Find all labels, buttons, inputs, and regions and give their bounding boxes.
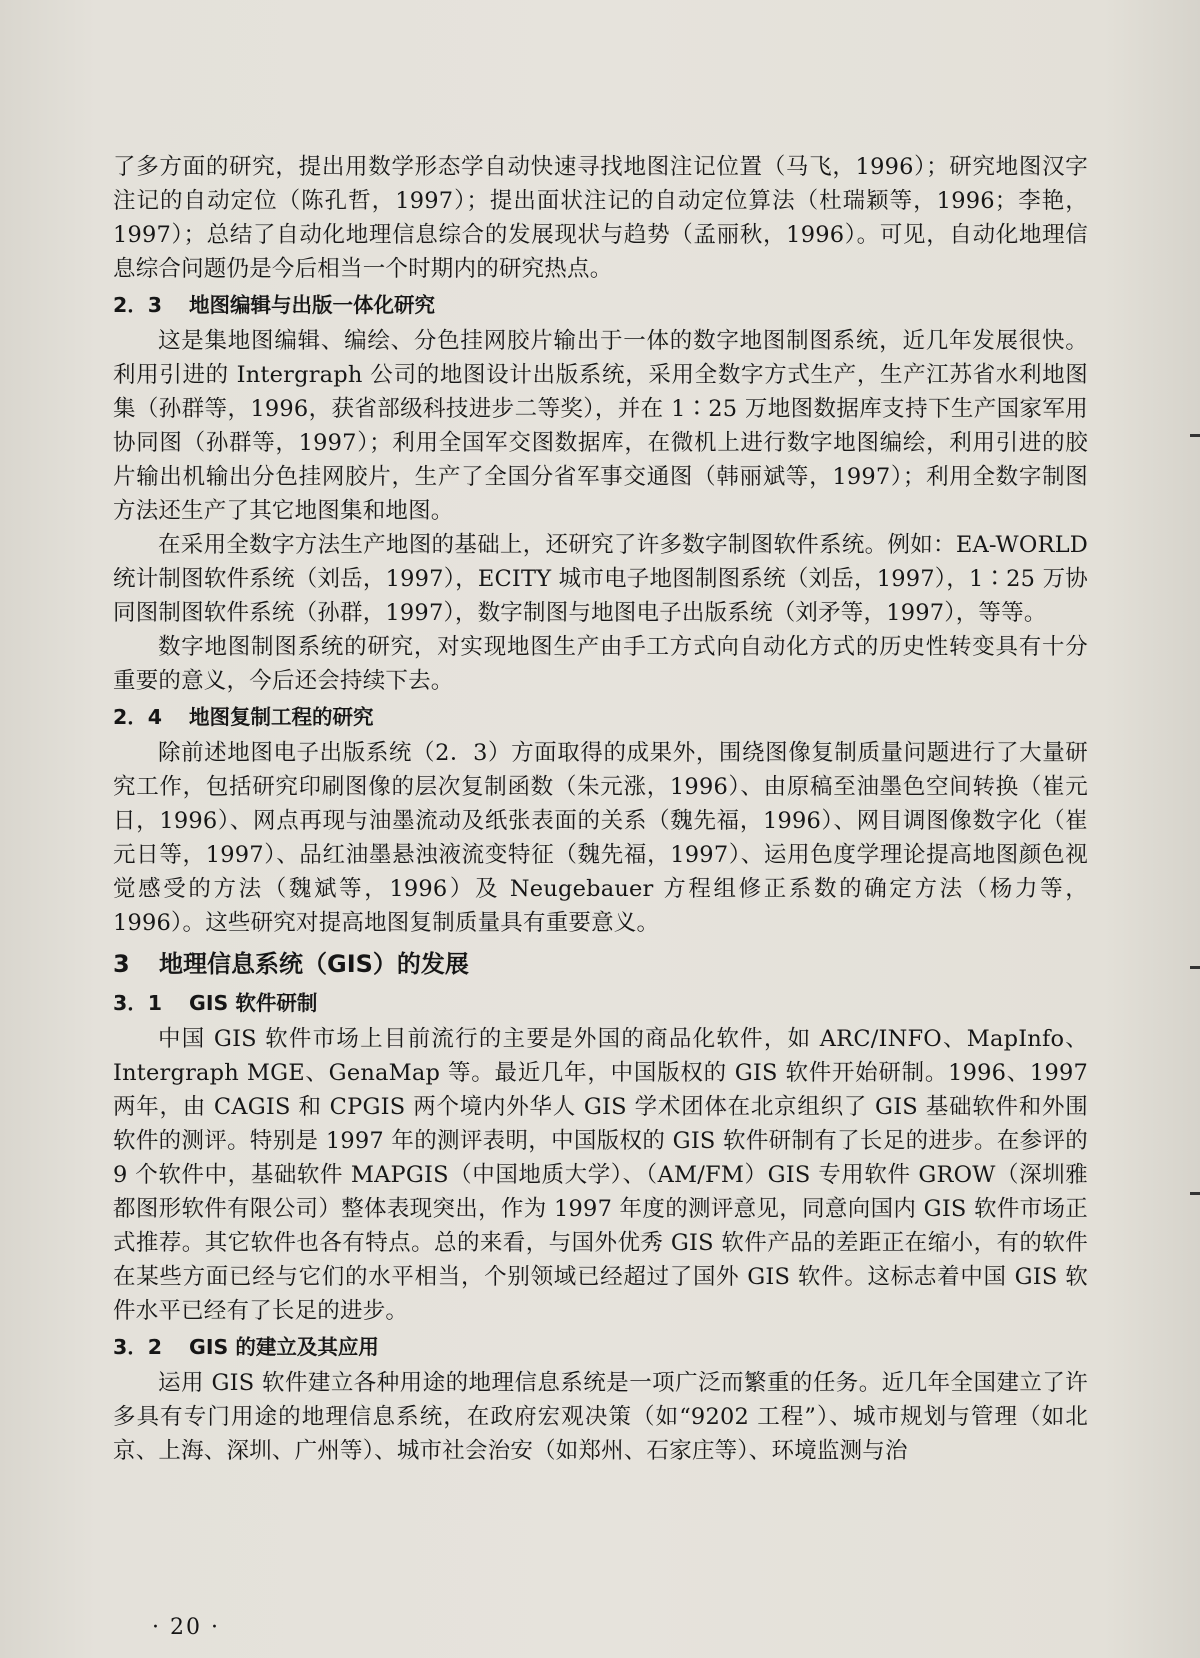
section-title: 地图编辑与出版一体化研究 <box>189 293 435 317</box>
section-number: 3．1 <box>113 991 163 1015</box>
section-number: 3．2 <box>113 1335 163 1359</box>
paragraph: 运用 GIS 软件建立各种用途的地理信息系统是一项广泛而繁重的任务。近几年全国建立了许多具有专门用途的地理信息系统，在政府宏观决策（如“9202 工程”）、城市规划与管理（如北京、上海、深圳、广州等）、城市社会治安（如郑州、石家庄等）、环境监测与治 <box>113 1370 1088 1464</box>
section-number: 3 <box>113 950 130 978</box>
section-number: 2．4 <box>113 705 163 729</box>
page-number: · 20 · <box>152 1615 220 1640</box>
section-title: 地图复制工程的研究 <box>189 705 374 729</box>
section-title: GIS 的建立及其应用 <box>189 1335 379 1359</box>
subsection-heading <box>113 700 1088 734</box>
paragraph: 除前述地图电子出版系统（2．3）方面取得的成果外，围绕图像复制质量问题进行了大量研究工作，包括研究印刷图像的层次复制函数（朱元涨，1996）、由原稿至油墨色空间转换（崔元日，1996）、网点再现与油墨流动及纸张表面的关系（魏先福，1996）、网目调图像数字化（崔元日等，1997）、品红油墨悬浊液流变特征（魏先福，1997）、运用色度学理论提高地图颜色视觉感受的方法（魏斌等，1996）及 Neugebauer 方程组修正系数的确定方法（杨力等，1996）。这些研究对提高地图复制质量具有重要意义。 <box>113 740 1088 936</box>
scan-edge-mark <box>1190 434 1200 437</box>
section-title: 地理信息系统（GIS）的发展 <box>159 950 469 978</box>
paragraph: 了多方面的研究，提出用数学形态学自动快速寻找地图注记位置（马飞，1996）；研究地图汉字注记的自动定位（陈孔哲，1997）；提出面状注记的自动定位算法（杜瑞颖等，1996；李艳，1997）；总结了自动化地理信息综合的发展现状与趋势（孟丽秋，1996）。可见，自动化地理信息综合问题仍是今后相当一个时期内的研究热点。 <box>113 154 1088 282</box>
scan-edge-mark <box>1190 966 1200 969</box>
section-title: GIS 软件研制 <box>189 991 318 1015</box>
paragraph: 在采用全数字方法生产地图的基础上，还研究了许多数字制图软件系统。例如：EA-WORLD 统计制图软件系统（刘岳，1997），ECITY 城市电子地图制图系统（刘岳，1997），1∶25 万协同图制图软件系统（孙群，1997），数字制图与地图电子出版系统（刘矛等，1997），等等。 <box>113 532 1088 626</box>
scan-edge-mark <box>1190 1192 1200 1195</box>
section-number: 2．3 <box>113 293 163 317</box>
section-heading <box>113 944 1088 984</box>
subsection-heading <box>113 288 1088 322</box>
paragraph: 中国 GIS 软件市场上目前流行的主要是外国的商品化软件，如 ARC/INFO、MapInfo、Intergraph MGE、GenaMap 等。最近几年，中国版权的 GIS 软件开始研制。1996、1997 两年，由 CAGIS 和 CPGIS 两个境内外华人 GIS 学术团体在北京组织了 GIS 基础软件和外围软件的测评。特别是 1997 年的测评表明，中国版权的 GIS 软件研制有了长足的进步。在参评的 9 个软件中，基础软件 MAPGIS（中国地质大学）、（AM/FM）GIS 专用软件 GROW（深圳雅都图形软件有限公司）整体表现突出，作为 1997 年度的测评意见，同意向国内 GIS 软件市场正式推荐。其它软件也各有特点。总的来看，与国外优秀 GIS 软件产品的差距正在缩小，有的软件在某些方面已经与它们的水平相当，个别领域已经超过了国外 GIS 软件。这标志着中国 GIS 软件水平已经有了长足的进步。 <box>113 1026 1088 1324</box>
paragraph: 这是集地图编辑、编绘、分色挂网胶片输出于一体的数字地图制图系统，近几年发展很快。利用引进的 Intergraph 公司的地图设计出版系统，采用全数字方式生产，生产江苏省水利地图集（孙群等，1996，获省部级科技进步二等奖），并在 1∶25 万地图数据库支持下生产国家军用协同图（孙群等，1997）；利用全国军交图数据库，在微机上进行数字地图编绘，利用引进的胶片输出机输出分色挂网胶片，生产了全国分省军事交通图（韩丽斌等，1997）；利用全数字制图方法还生产了其它地图集和地图。 <box>113 328 1088 524</box>
body-text <box>113 150 1088 1468</box>
subsection-heading <box>113 1330 1088 1364</box>
subsection-heading <box>113 986 1088 1020</box>
paragraph: 数字地图制图系统的研究，对实现地图生产由手工方式向自动化方式的历史性转变具有十分重要的意义，今后还会持续下去。 <box>113 634 1088 694</box>
